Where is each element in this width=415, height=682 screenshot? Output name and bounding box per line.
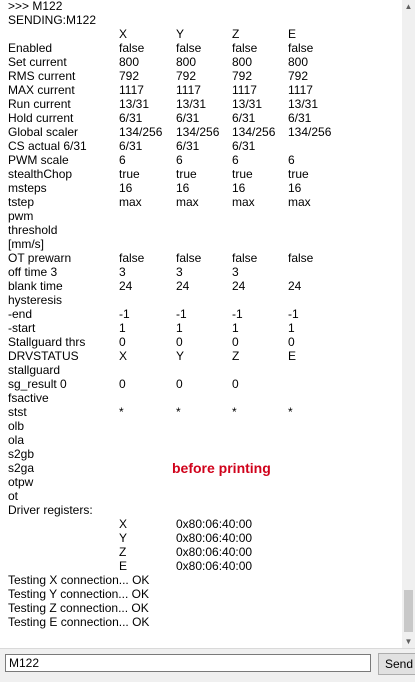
row-value: 24	[119, 279, 133, 293]
row-value: 800	[232, 55, 253, 69]
row-value: *	[288, 405, 293, 419]
row-value: 1	[232, 321, 239, 335]
row-value: max	[119, 195, 142, 209]
row-label: MAX current	[8, 83, 75, 97]
row-value: 0	[232, 335, 239, 349]
row-value: 6/31	[176, 111, 200, 125]
row-value: 792	[119, 69, 140, 83]
row-value: false	[288, 251, 314, 265]
send-button[interactable]: Send	[378, 653, 415, 675]
row-value: 24	[176, 279, 190, 293]
row-value: 6/31	[288, 111, 312, 125]
row-value: 1	[176, 321, 183, 335]
axis-header: X	[119, 27, 128, 41]
row-value: 6/31	[119, 139, 143, 153]
row-value: X	[119, 349, 128, 363]
row-value: true	[176, 167, 197, 181]
row-label: off time 3	[8, 265, 58, 279]
row-label: msteps	[8, 181, 47, 195]
row-label: Stallguard thrs	[8, 335, 86, 349]
row-value: false	[232, 251, 258, 265]
row-label: sg_result 0	[8, 377, 67, 391]
row-value: *	[119, 405, 124, 419]
row-value: 792	[232, 69, 253, 83]
connection-test-line: Testing Z connection... OK	[8, 601, 149, 615]
row-value: 800	[176, 55, 197, 69]
row-value: *	[232, 405, 237, 419]
register-value: 0x80:06:40:00	[176, 559, 253, 573]
row-value: 3	[119, 265, 126, 279]
row-label: olb	[8, 419, 25, 433]
row-label: stealthChop	[8, 167, 73, 181]
row-value: true	[119, 167, 140, 181]
connection-test-line: Testing Y connection... OK	[8, 587, 149, 601]
row-value: 1	[288, 321, 295, 335]
row-value: 6	[232, 153, 239, 167]
row-value: 134/256	[176, 125, 220, 139]
row-label: pwm	[8, 209, 34, 223]
register-axis: Z	[119, 545, 127, 559]
register-value: 0x80:06:40:00	[176, 531, 253, 545]
row-value: 16	[176, 181, 190, 195]
command-input[interactable]	[5, 654, 371, 672]
row-value: 16	[232, 181, 246, 195]
console-header-line: SENDING:M122	[8, 13, 97, 27]
row-label: Run current	[8, 97, 71, 111]
command-bar	[0, 648, 415, 682]
row-label: blank time	[8, 279, 63, 293]
axis-header: Y	[176, 27, 185, 41]
row-label: PWM scale	[8, 153, 69, 167]
row-value: false	[119, 251, 145, 265]
row-label: RMS current	[8, 69, 76, 83]
row-value: false	[288, 41, 314, 55]
row-value: 24	[288, 279, 302, 293]
row-value: *	[176, 405, 181, 419]
row-value: max	[232, 195, 255, 209]
row-label: [mm/s]	[8, 237, 44, 251]
row-value: 13/31	[176, 97, 207, 111]
row-value: 6/31	[119, 111, 143, 125]
row-value: Z	[232, 349, 240, 363]
register-axis: Y	[119, 531, 128, 545]
row-value: 13/31	[288, 97, 319, 111]
row-value: 1117	[288, 83, 313, 97]
row-label: threshold	[8, 223, 58, 237]
row-value: 24	[232, 279, 246, 293]
row-value: 0	[119, 377, 126, 391]
row-label: stallguard	[8, 363, 61, 377]
connection-test-line: Testing E connection... OK	[8, 615, 150, 629]
row-value: 1117	[119, 83, 144, 97]
scroll-up-arrow-icon[interactable]: ▲	[404, 2, 413, 11]
row-value: 800	[288, 55, 309, 69]
row-value: 792	[288, 69, 309, 83]
row-value: true	[232, 167, 253, 181]
row-value: 3	[232, 265, 239, 279]
row-value: 0	[119, 335, 126, 349]
row-label: fsactive	[8, 391, 49, 405]
row-value: 0	[288, 335, 295, 349]
row-value: max	[176, 195, 199, 209]
row-value: 13/31	[119, 97, 150, 111]
scroll-thumb[interactable]	[404, 590, 413, 632]
row-label: s2gb	[8, 447, 35, 461]
row-value: 6/31	[176, 139, 200, 153]
row-value: 134/256	[232, 125, 276, 139]
row-value: -1	[176, 307, 187, 321]
row-label: otpw	[8, 475, 34, 489]
row-label: ot	[8, 489, 19, 503]
row-label: -start	[8, 321, 36, 335]
row-label: stst	[8, 405, 27, 419]
row-label: s2ga	[8, 461, 35, 475]
row-value: 6	[176, 153, 183, 167]
row-label: tstep	[8, 195, 35, 209]
row-value: false	[176, 251, 202, 265]
row-value: false	[119, 41, 145, 55]
row-value: 800	[119, 55, 140, 69]
row-value: max	[288, 195, 311, 209]
row-value: -1	[119, 307, 130, 321]
row-label: -end	[8, 307, 33, 321]
row-value: E	[288, 349, 297, 363]
row-value: 1117	[232, 83, 257, 97]
scroll-down-arrow-icon[interactable]: ▼	[404, 637, 413, 646]
row-value: -1	[232, 307, 243, 321]
register-value: 0x80:06:40:00	[176, 517, 253, 531]
row-label: DRVSTATUS	[8, 349, 79, 363]
console-header-line: >>> M122	[8, 0, 63, 13]
row-value: 1117	[176, 83, 201, 97]
row-value: 6	[119, 153, 126, 167]
row-value: false	[232, 41, 258, 55]
row-label: Global scaler	[8, 125, 79, 139]
row-label: ola	[8, 433, 25, 447]
row-value: Y	[176, 349, 185, 363]
row-value: 1	[119, 321, 126, 335]
row-value: 0	[176, 377, 183, 391]
row-label: Set current	[8, 55, 67, 69]
row-value: 6/31	[232, 111, 256, 125]
driver-registers-label: Driver registers:	[8, 503, 93, 517]
connection-test-line: Testing X connection... OK	[8, 573, 150, 587]
register-axis: E	[119, 559, 128, 573]
row-value: 134/256	[119, 125, 163, 139]
row-value: 792	[176, 69, 197, 83]
row-label: hysteresis	[8, 293, 63, 307]
row-value: 6	[288, 153, 295, 167]
row-label: CS actual 6/31	[8, 139, 87, 153]
row-value: true	[288, 167, 309, 181]
row-value: 13/31	[232, 97, 263, 111]
axis-header: E	[288, 27, 297, 41]
row-value: 16	[119, 181, 133, 195]
annotation-before-printing: before printing	[172, 460, 271, 476]
register-axis: X	[119, 517, 128, 531]
row-value: 0	[176, 335, 183, 349]
row-value: 134/256	[288, 125, 332, 139]
row-label: OT prewarn	[8, 251, 72, 265]
row-value: 6/31	[232, 139, 256, 153]
axis-header: Z	[232, 27, 240, 41]
row-value: 0	[232, 377, 239, 391]
row-label: Enabled	[8, 41, 53, 55]
register-value: 0x80:06:40:00	[176, 545, 253, 559]
row-value: 16	[288, 181, 302, 195]
row-value: false	[176, 41, 202, 55]
row-label: Hold current	[8, 111, 74, 125]
row-value: 3	[176, 265, 183, 279]
vertical-scrollbar[interactable]	[402, 0, 415, 648]
row-value: -1	[288, 307, 299, 321]
